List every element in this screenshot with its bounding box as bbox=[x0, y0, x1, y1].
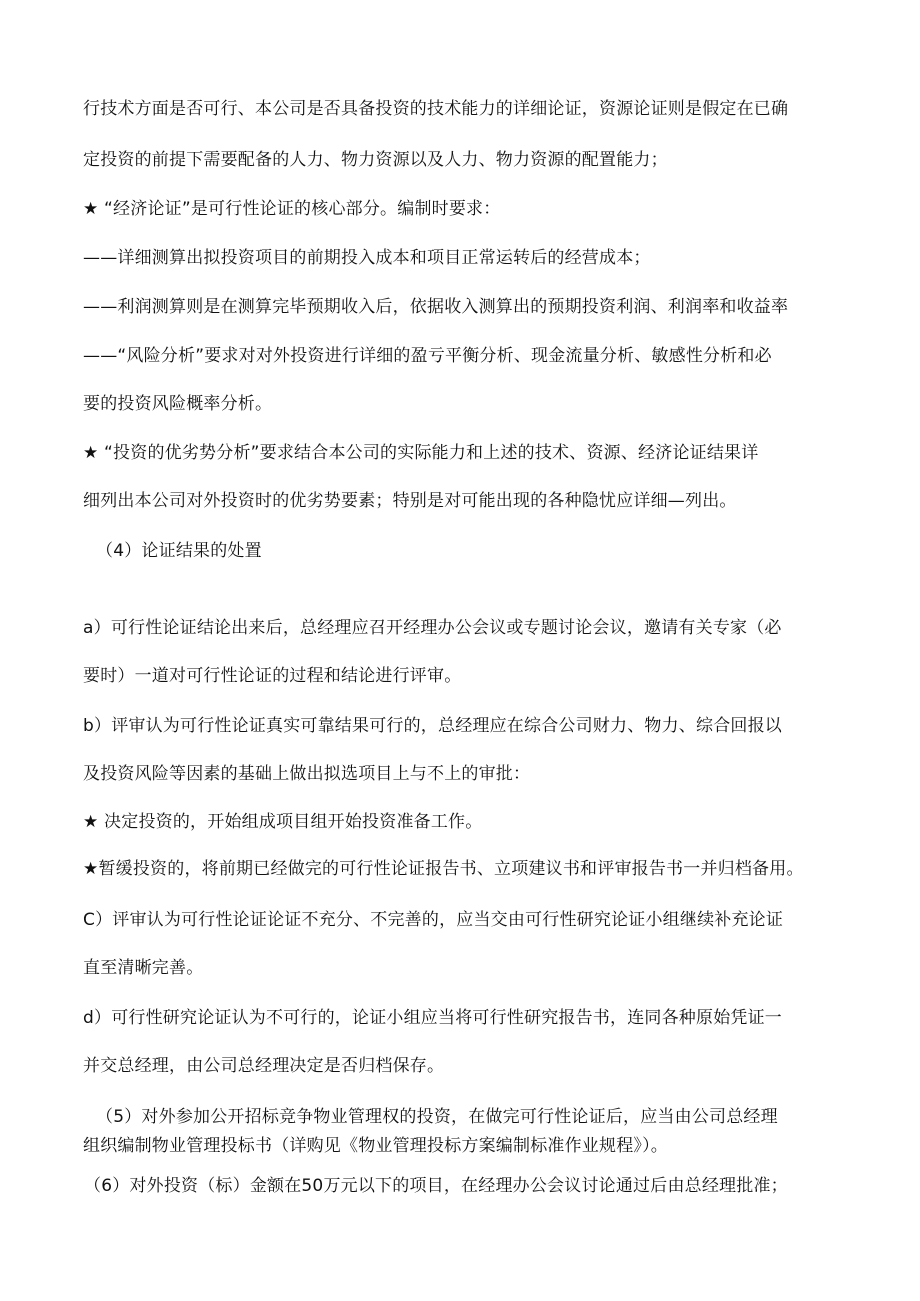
body-text-line: 及投资风险等因素的基础上做出拟选项目上与不上的审批： bbox=[83, 764, 531, 784]
body-text-line: 直至清晰完善。 bbox=[83, 958, 204, 978]
paragraph-line: （6）对外投资（标）金额在50万元以下的项目，在经理办公会议讨论通过后由总经理批准； bbox=[84, 1176, 788, 1196]
bullet-item: ★ “投资的优劣势分析”要求结合本公司的实际能力和上述的技术、资源、经济论证结果详 bbox=[83, 443, 759, 463]
list-item: C）评审认为可行性论证论证不充分、不完善的，应当交由可行性研究论证小组继续补充论证 bbox=[83, 910, 784, 930]
paragraph-line: （5）对外参加公开招标竞争物业管理权的投资，在做完可行性论证后，应当由公司总经理 bbox=[96, 1107, 778, 1127]
body-text-line: 定投资的前提下需要配备的人力、物力资源以及人力、物力资源的配置能力； bbox=[83, 150, 668, 170]
list-item: b）评审认为可行性论证真实可靠结果可行的，总经理应在综合公司财力、物力、综合回报以 bbox=[83, 716, 782, 736]
body-text-line: 行技术方面是否可行、本公司是否具备投资的技术能力的详细论证，资源论证则是假定在已确 bbox=[83, 99, 789, 119]
list-item: a）可行性论证结论出来后，总经理应召开经理办公会议或专题讨论会议，邀请有关专家（必 bbox=[83, 618, 782, 638]
body-text-line: 组织编制物业管理投标书（详购见《物业管理投标方案编制标准作业规程》）。 bbox=[83, 1136, 668, 1156]
body-text-line: 并交总经理，由公司总经理决定是否归档保存。 bbox=[83, 1056, 445, 1076]
list-item: d）可行性研究论证认为不可行的，论证小组应当将可行性研究报告书，连同各种原始凭证一 bbox=[83, 1008, 782, 1028]
body-text-line: 细列出本公司对外投资时的优劣势要素；特别是对可能出现的各种隐忧应详细—列出。 bbox=[83, 491, 737, 511]
bullet-item: ★暂缓投资的，将前期已经做完的可行性论证报告书、立项建议书和评审报告书一并归档备用。 bbox=[83, 859, 804, 879]
dash-item: ——“风险分析”要求对对外投资进行详细的盈亏平衡分析、现金流量分析、敏感性分析和必 bbox=[83, 346, 772, 366]
bullet-item: ★ 决定投资的，开始组成项目组开始投资准备工作。 bbox=[83, 812, 483, 832]
dash-item: ——利润测算则是在测算完毕预期收入后，依据收入测算出的预期投资利润、利润率和收益率 bbox=[83, 297, 789, 317]
body-text-line: 要的投资风险概率分析。 bbox=[83, 394, 273, 414]
dash-item: ——详细测算出拟投资项目的前期投入成本和项目正常运转后的经营成本； bbox=[83, 248, 651, 268]
body-text-line: 要时）一道对可行性论证的过程和结论进行评审。 bbox=[83, 666, 462, 686]
section-heading: （4）论证结果的处置 bbox=[96, 541, 262, 561]
bullet-item: ★ “经济论证”是可行性论证的核心部分。编制时要求： bbox=[83, 199, 501, 219]
